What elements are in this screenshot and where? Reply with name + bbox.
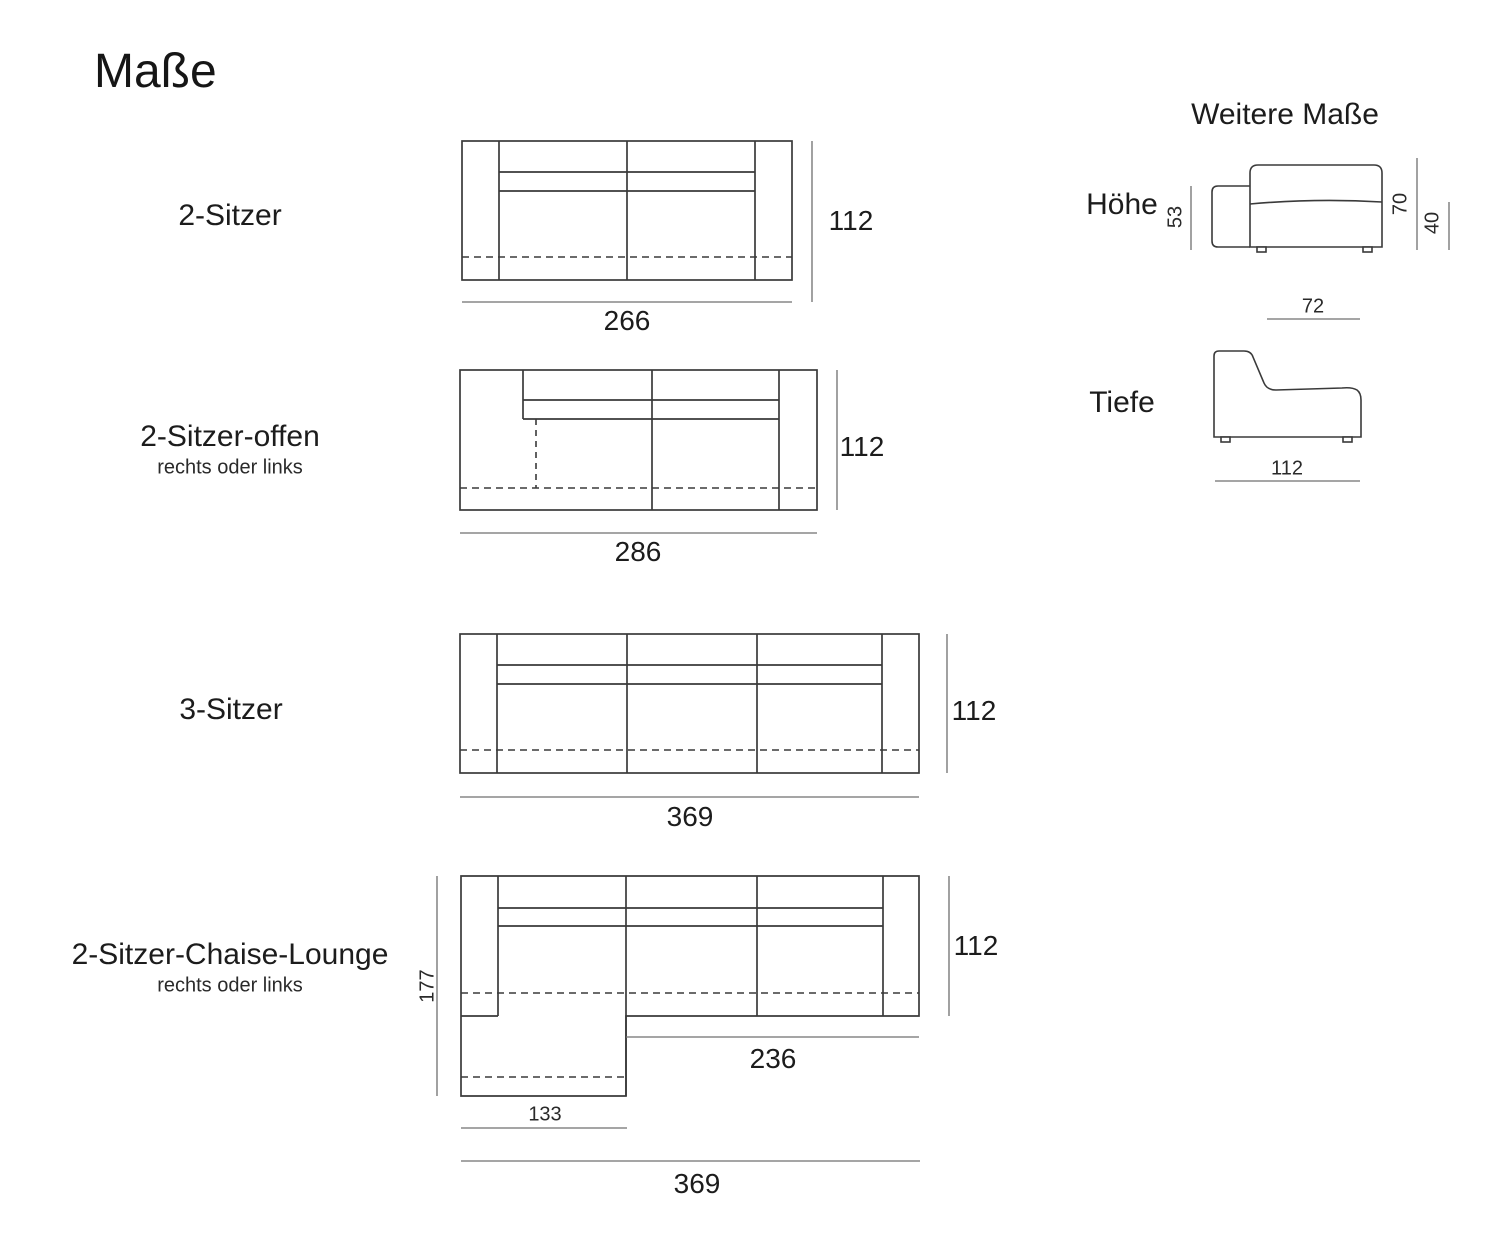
height-side-view-drawing	[1212, 165, 1382, 252]
two-seater-dimension-lines	[462, 141, 812, 302]
height-section-label: Höhe	[1086, 188, 1158, 221]
sofa-foot	[1343, 437, 1352, 442]
seat-depth-dim: 112	[1271, 457, 1303, 480]
two-seater-label: 2-Sitzer	[178, 199, 282, 232]
three-seater-drawing	[460, 634, 919, 773]
two-seater-width-dim: 266	[603, 305, 651, 336]
chaise-total-width-dim: 369	[673, 1168, 721, 1199]
two-seater-open-depth-dim: 112	[839, 431, 885, 462]
seat-height-dim: 40	[1421, 211, 1444, 235]
back-height-dim: 70	[1389, 192, 1412, 216]
side-panel-title: Weitere Maße	[1191, 98, 1379, 131]
two-seater-open-drawing	[460, 370, 817, 510]
sofa-foot	[1221, 437, 1230, 442]
chaise-seat-width-dim: 236	[749, 1043, 797, 1074]
chaise-length-dim: 177	[416, 969, 439, 1003]
three-seater-width-dim: 369	[666, 801, 714, 832]
three-seater-label: 3-Sitzer	[179, 693, 283, 726]
chaise-lounge-label: 2-Sitzer-Chaise-Lounge	[71, 938, 389, 971]
chaise-lounge-dimension-lines	[437, 876, 949, 1161]
sofa-foot	[1363, 247, 1372, 252]
chaise-lounge-sublabel: rechts oder links	[157, 974, 303, 997]
depth-side-view-drawing	[1214, 351, 1361, 442]
two-seater-drawing	[462, 141, 792, 280]
backrest-profile	[1250, 165, 1382, 247]
armrest-profile	[1212, 186, 1250, 247]
three-seater-depth-dim: 112	[951, 695, 997, 726]
chaise-width-dim: 133	[528, 1103, 562, 1126]
two-seater-open-label: 2-Sitzer-offen	[140, 420, 320, 453]
armrest-height-dim: 53	[1164, 205, 1187, 229]
two-seater-open-sublabel: rechts oder links	[157, 456, 303, 479]
seat-profile	[1214, 351, 1361, 437]
chaise-lounge-drawing	[461, 876, 919, 1096]
two-seater-open-width-dim: 286	[614, 536, 662, 567]
two-seater-open-dimension-lines	[460, 370, 837, 533]
page-title: Maße	[94, 45, 217, 98]
sofa-foot	[1257, 247, 1266, 252]
chaise-depth-dim: 112	[953, 930, 999, 961]
module-width-dim: 72	[1301, 295, 1325, 318]
depth-section-label: Tiefe	[1089, 386, 1155, 419]
two-seater-depth-dim: 112	[828, 205, 874, 236]
